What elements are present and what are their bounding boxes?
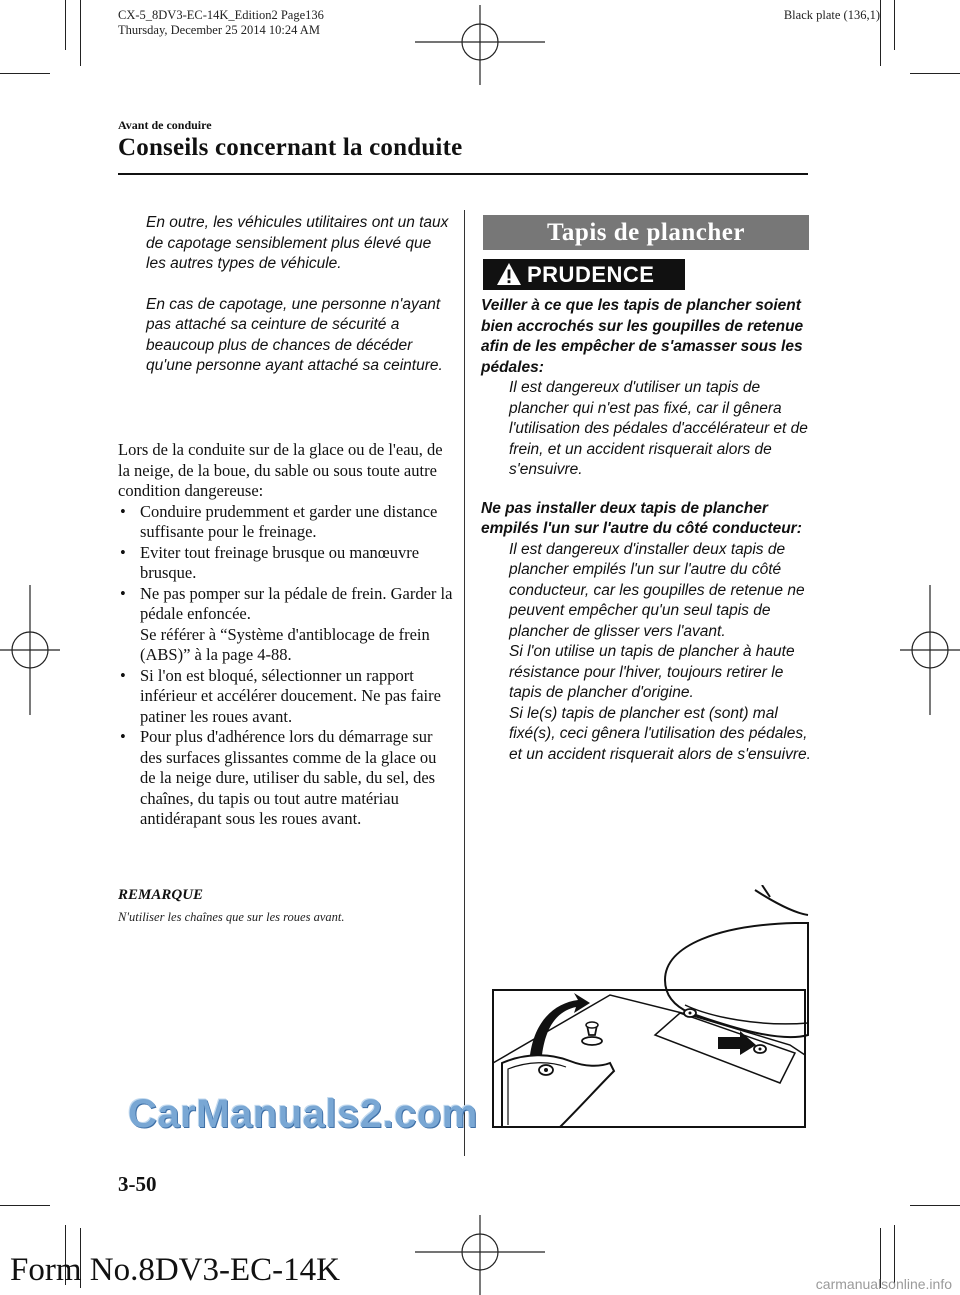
section-label: Avant de conduire: [118, 118, 212, 132]
caution-content: [481, 296, 811, 765]
crop-mark: [80, 0, 81, 66]
crop-mark: [910, 1205, 960, 1206]
registration-mark-bottom: [415, 1215, 545, 1295]
section-header-floor-mats: Tapis de plancher: [483, 215, 809, 250]
plate-label: Black plate (136,1): [783, 8, 880, 22]
driving-conditions: [118, 440, 453, 830]
caution-paragraph: Il est dangereux d'installer deux tapis de plancher empilés l'un sur l'autre du côté conducteur, car les goupilles de retenue ne peuvent empêcher qu'un seul tapis de plancher de glisser vers l'avant.: [509, 540, 805, 640]
title-divider: [118, 173, 808, 175]
floor-mat-illustration: [490, 885, 810, 1130]
column-divider: [464, 210, 465, 1156]
registration-mark-right: [900, 585, 960, 715]
list-item: • Eviter tout freinage brusque ou manœuvre brusque.: [120, 542, 420, 582]
list-item: • Ne pas pomper sur la pédale de frein. Garder la pédale enfoncée. Se référer à “Système d'antiblocage de frein (ABS)” à la page 4-88.: [120, 583, 453, 664]
caution-banner: [483, 259, 685, 290]
crop-mark: [910, 73, 960, 74]
caution-paragraph: Il est dangereux d'utiliser un tapis de plancher qui n'est pas fixé, car il gênera l'utilisation des pédales d'accélérateur et de frein, et un accident risquerait alors de s'ensuivre.: [509, 379, 808, 478]
list-item: • Pour plus d'adhérence lors du démarrage sur des surfaces glissantes comme de la glace ou de la neige dure, utiliser du sable, du sel, des chaînes, du tapis ou tout autre matériau antidérapant sous les roues avant.: [120, 727, 437, 828]
page-title: Conseils concernant la conduite: [118, 134, 463, 161]
abs-reference: Se référer à “Système d'antiblocage de frein (ABS)” à la page 4-88.: [140, 624, 430, 664]
print-info: [118, 8, 324, 38]
conditions-list: [118, 502, 453, 830]
crop-mark: [0, 1205, 50, 1206]
crop-mark: [880, 0, 881, 66]
registration-mark-left: [0, 585, 60, 715]
crop-mark: [894, 0, 895, 50]
caution-label: PRUDENCE: [527, 262, 655, 287]
caution-heading: Veiller à ce que les tapis de plancher soient bien accrochés sur les goupilles de retenue afin de les empêcher de s'amasser sous les pédales:: [481, 297, 804, 376]
list-item: • Conduire prudemment et garder une distance suffisante pour le freinage.: [120, 501, 438, 541]
registration-mark-top: [415, 0, 545, 90]
caution-heading: Ne pas installer deux tapis de plancher empilés l'un sur l'autre du côté conducteur:: [481, 499, 802, 537]
print-info-file: CX-5_8DV3-EC-14K_Edition2 Page136: [118, 8, 324, 22]
list-item: • Si l'on est bloqué, sélectionner un rapport inférieur et accélérer doucement. Ne pas faire patiner les roues avant.: [120, 665, 441, 726]
remarque-title: REMARQUE: [118, 887, 204, 903]
conditions-intro: Lors de la conduite sur de la glace ou de l'eau, de la neige, de la boue, du sable ou sous toute autre condition dangereuse:: [118, 440, 443, 500]
crop-mark: [0, 73, 50, 74]
caution-paragraph: Si l'on utilise un tapis de plancher à haute résistance pour l'hiver, toujours retirer le tapis de plancher d'origine.: [509, 643, 795, 701]
page-number: 3-50: [118, 1172, 157, 1196]
warning-paragraph: En cas de capotage, une personne n'ayant pas attaché sa ceinture de sécurité a beaucoup plus de chances de décéder qu'une personne ayant attaché sa ceinture.: [146, 295, 443, 374]
form-number: Form No.8DV3-EC-14K: [10, 1252, 340, 1288]
print-info-date: Thursday, December 25 2014 10:24 AM: [118, 23, 320, 37]
crop-mark: [65, 0, 66, 50]
warning-continued: [146, 213, 451, 397]
remarque-text: N'utiliser les chaînes que sur les roues avant.: [118, 910, 345, 924]
warning-triangle-icon: [496, 262, 522, 286]
warning-paragraph: En outre, les véhicules utilitaires ont un taux de capotage sensiblement plus élevé que les autres types de véhicule.: [146, 214, 449, 272]
source-watermark: carmanualsonline.info: [815, 1276, 952, 1292]
caution-paragraph: Si le(s) tapis de plancher est (sont) mal fixé(s), ceci gênera l'utilisation des pédales, et un accident risquerait alors de s'ensuivre.: [509, 704, 811, 763]
watermark-logo: CarManuals2.com: [128, 1092, 478, 1136]
